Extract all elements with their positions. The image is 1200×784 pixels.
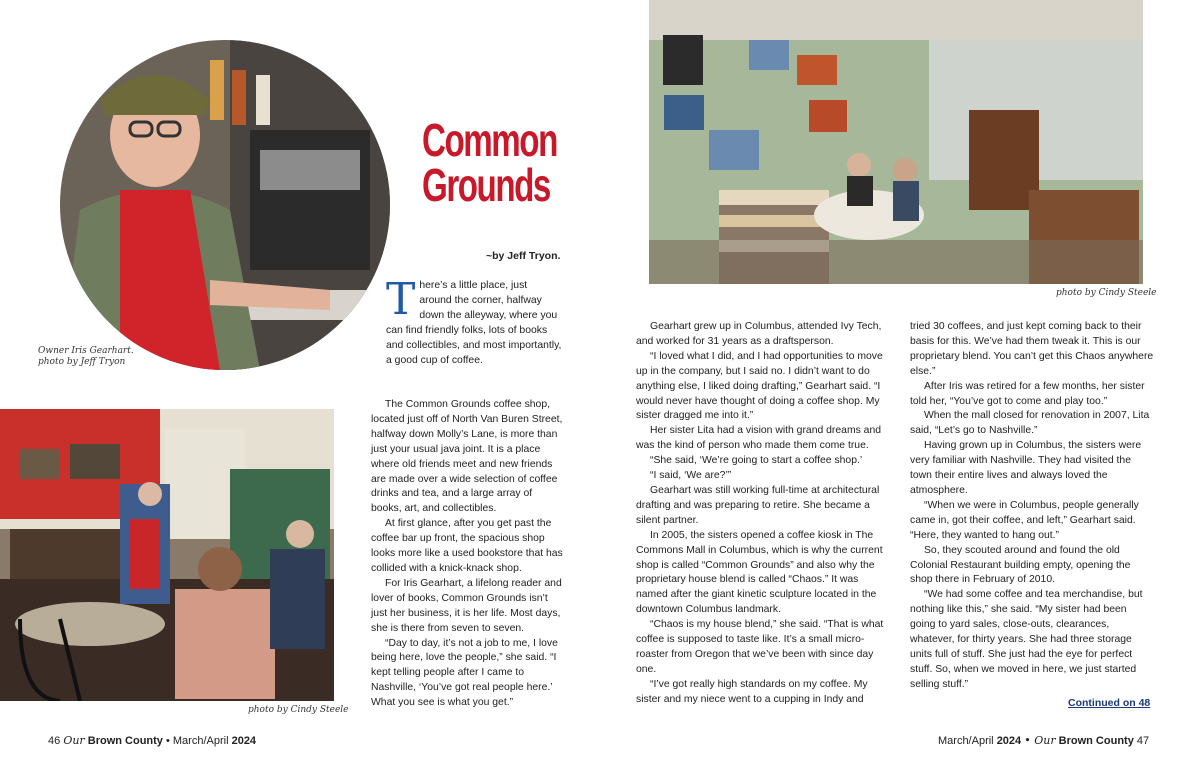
continued-link[interactable]: Continued on 48 xyxy=(1068,697,1151,709)
byline: ~by Jeff Tryon. xyxy=(486,250,561,262)
right-issue: March/April xyxy=(938,735,994,747)
col3-paragraph: Having grown up in Columbus, the sisters were very familiar with Nashville. They had visited the town their entire lives and always loved the atmosphere. xyxy=(910,440,1142,496)
left-page-number: 46 xyxy=(48,735,61,747)
text-column-3 xyxy=(910,320,1154,693)
col3-paragraph: tried 30 coffees, and just kept coming back to their basis for this. We’ve had them tweak it. This is our proprietary blend. You can’t get this Chaos anywhere else.” xyxy=(910,321,1154,377)
col2-paragraph: “Chaos is my house blend,” she said. “That is what coffee is supposed to taste like. It’s a small micro-roaster from Oregon that we’ve been with since day one. xyxy=(636,619,884,675)
text-column-2 xyxy=(636,320,888,708)
col2-paragraph: “I loved what I did, and I had opportunities to move up in the company, but I said no. I didn’t want to do anything else, I liked doing drafting,” Gearhart said. “I would never have thought of doing a coffee shop. My sister dragged me into it.” xyxy=(636,350,883,422)
intro-text: here’s a little place, just around the corner, halfway down the alleyway, where you can find friendly folks, lots of books and collectibles, and most importantly, a good cup of coffee. xyxy=(386,280,562,366)
title-line1: Common xyxy=(422,114,557,166)
drop-cap: T xyxy=(386,274,416,325)
col1-paragraph: At first glance, after you get past the coffee bar up front, the spacious shop looks more like a used bookstore that has collided with a knick-knack shop. xyxy=(371,518,563,574)
col3-paragraph: When the mall closed for renovation in 2007, Lita said, “Let’s go to Nashville.” xyxy=(910,410,1150,437)
left-magazine-name: Brown County xyxy=(87,735,163,747)
col2-paragraph: In 2005, the sisters opened a coffee kiosk in The Commons Mall in Columbus, which is why the current shop is called “Common Grounds” and also why the proprietary house blend is called “Chaos.” It was named after the giant kinetic sculpture located in the downtown Columbus landmark. xyxy=(636,529,883,616)
right-our: • Our xyxy=(1024,734,1056,747)
col2-paragraph: “I said, ‘We are?’” xyxy=(650,470,732,482)
left-year: 2024 xyxy=(231,735,257,747)
portrait-caption-line1: Owner Iris Gearhart. xyxy=(38,346,134,356)
portrait-caption xyxy=(38,346,148,368)
footer-right xyxy=(938,734,1149,747)
right-year: 2024 xyxy=(996,735,1022,747)
text-column-1 xyxy=(371,398,564,711)
left-issue: • March/April xyxy=(165,735,229,747)
footer-left xyxy=(48,734,256,747)
col2-paragraph: Gearhart grew up in Columbus, attended Ivy Tech, and worked for 31 years as a draftsperson. xyxy=(636,321,882,347)
store-photo-caption: photo by Cindy Steele xyxy=(1056,288,1157,298)
store-interior-photo xyxy=(649,0,1143,284)
title-line2: Grounds xyxy=(422,159,550,211)
article-title xyxy=(422,114,557,211)
left-our: Our xyxy=(63,734,85,747)
col3-paragraph: “When we were in Columbus, people generally came in, got their coffee, and left,” Gearhart said. “Here, they wanted to hang out.” xyxy=(910,499,1139,541)
right-page-number: 47 xyxy=(1136,735,1150,747)
col1-paragraph: The Common Grounds coffee shop, located just off of North Van Buren Street, halfway down Molly’s Lane, is more than just your usual java joint. It is a place where old friends meet and new friends are made over a wide selection of coffee drinks and tea, and a large array of books, art, and collectibles. xyxy=(371,399,563,515)
intro-paragraph xyxy=(386,274,562,368)
shop-photo-caption: photo by Cindy Steele xyxy=(248,705,349,715)
right-page xyxy=(600,0,1200,784)
col1-paragraph: “Day to day, it’s not a job to me, I love being here, love the people,” she said. “I kept telling people after I came to Nashville, ‘You’ve got real people here.’ What you see is what you get.” xyxy=(371,637,558,709)
right-magazine-name: Brown County xyxy=(1058,735,1134,747)
col3-paragraph: So, they scouted around and found the old Colonial Restaurant building empty, opening the shop there in February of 2010. xyxy=(910,544,1131,586)
col2-paragraph: “I’ve got really high standards on my coffee. My sister and my niece went to a cupping in Indy and xyxy=(636,678,868,705)
shop-interior-photo xyxy=(0,409,334,701)
col3-paragraph: After Iris was retired for a few months, her sister told her, “You’ve got to come and play too.” xyxy=(910,380,1145,407)
col1-paragraph: For Iris Gearhart, a lifelong reader and lover of books, Common Grounds isn’t just her business, it is her life. Most days, she is there from seven to seven. xyxy=(371,577,562,634)
col2-paragraph: “She said, ‘We’re going to start a coffee shop.’ xyxy=(650,455,863,467)
col2-paragraph: Her sister Lita had a vision with grand dreams and was the kind of person who made them come true. xyxy=(636,425,882,452)
portrait-caption-line2: photo by Jeff Tryon xyxy=(38,357,126,367)
portrait-photo xyxy=(60,40,390,370)
col2-paragraph: Gearhart was still working full-time at architectural drafting and was preparing to retire. She became a silent partner. xyxy=(636,484,880,526)
col3-paragraph: “We had some coffee and tea merchandise, but nothing like this,” she said. “My sister had been going to yard sales, close-outs, clearances, whatever, for thirty years. She had three storage units full of stuff. She just had the eye for perfect stuff. So, when we moved in here, we just started selling stuff.” xyxy=(910,589,1143,690)
